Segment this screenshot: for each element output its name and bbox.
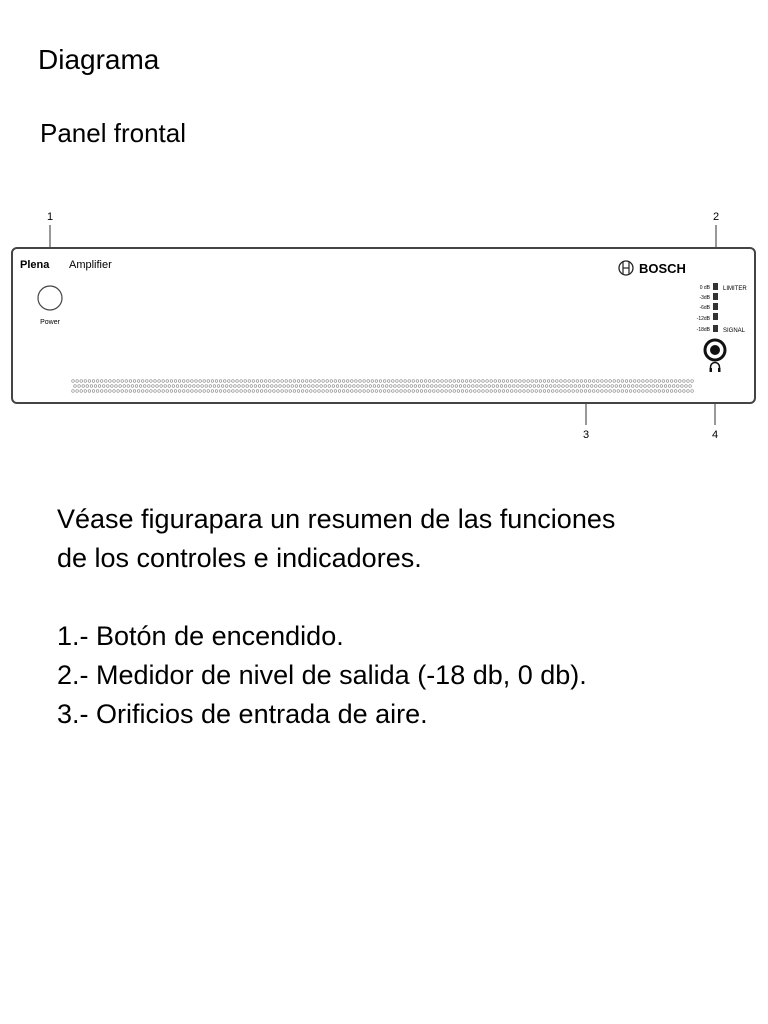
callout-2: 2 [712, 211, 720, 223]
callout-3: 3 [582, 429, 590, 441]
section-title: Panel frontal [40, 118, 186, 148]
description-intro-line-2: de los controles e indicadores. [57, 543, 422, 573]
meter-label-0db: 0 dB [699, 285, 710, 291]
limiter-label: LIMITER [723, 286, 747, 292]
meter-label-12db: -12dB [696, 316, 710, 322]
brand-model: Amplifier [69, 259, 112, 271]
meter-label-18db: -18dB [696, 327, 710, 333]
meter-label-6db: -6dB [699, 305, 710, 311]
headphone-jack-hole [710, 345, 720, 355]
power-label: Power [40, 319, 60, 326]
description-intro-line-1: Véase figurapara un resumen de las funciones [57, 504, 616, 534]
callout-4: 4 [711, 429, 719, 441]
power-button[interactable] [38, 286, 62, 310]
description-item-2: 2.- Medidor de nivel de salida (-18 db, 0 db). [57, 660, 587, 690]
manufacturer-name: BOSCH [639, 261, 686, 276]
paragraph-gap [57, 578, 737, 617]
description-item-3: 3.- Orificios de entrada de aire. [57, 699, 428, 729]
description [57, 500, 737, 734]
page-title: Diagrama [38, 44, 160, 75]
signal-label: SIGNAL [723, 328, 746, 334]
description-item-1: 1.- Botón de encendido. [57, 621, 344, 651]
meter-label-3db: -3dB [699, 295, 710, 301]
front-panel-diagram [0, 200, 768, 450]
callout-1: 1 [46, 211, 54, 223]
brand-name-bold: Plena [20, 259, 50, 271]
